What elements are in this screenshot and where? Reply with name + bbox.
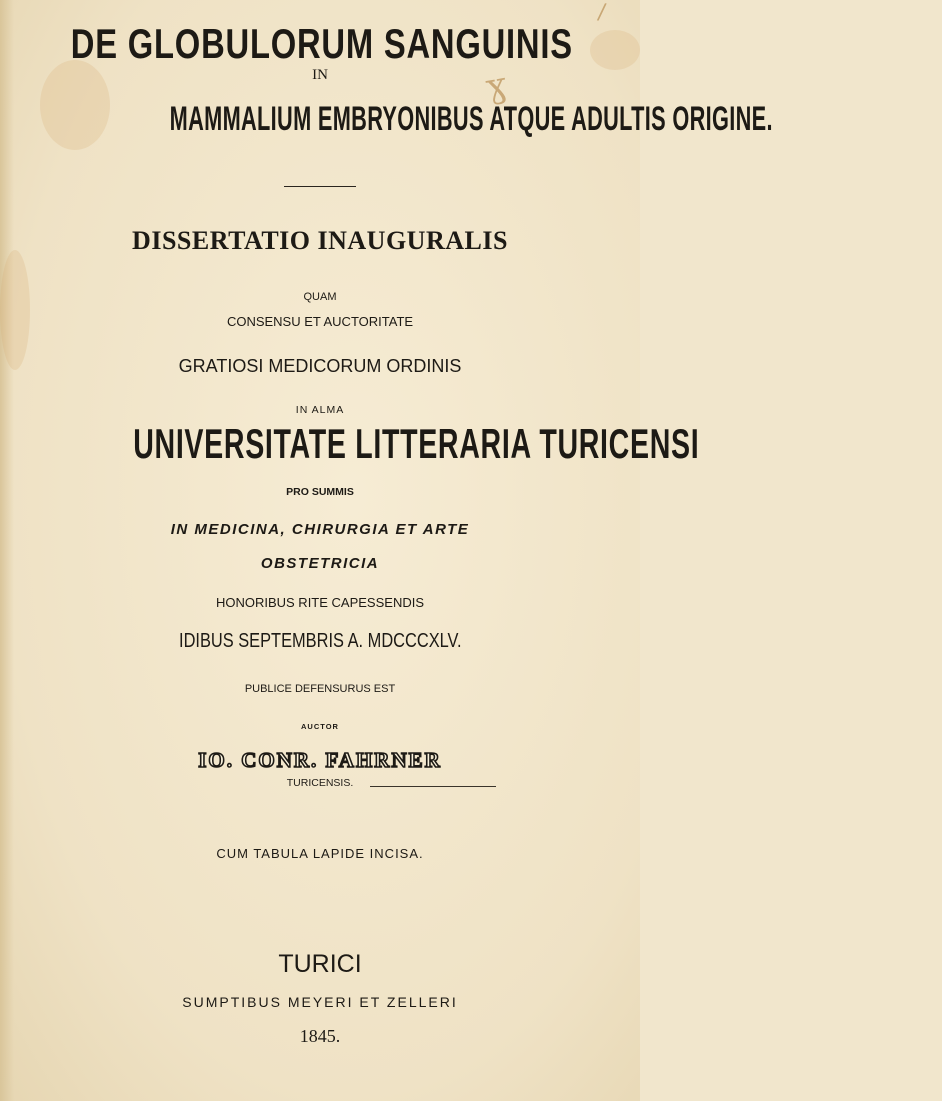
disciplines-text: IN MEDICINA, CHIRURGIA ET ARTE (170, 521, 470, 538)
dissertation-heading: DISSERTATIO INAUGURALIS (132, 226, 508, 255)
author-origin: TURICENSIS. (286, 777, 354, 789)
defense-date: IDIBUS SEPTEMBRIS A. MDCCCXLV. (178, 630, 462, 652)
handwritten-mark-icon: ɣ (482, 64, 510, 108)
faculty-text: GRATIOSI MEDICORUM ORDINIS (178, 356, 462, 376)
honoribus-text: HONORIBUS RITE CAPESSENDIS (215, 595, 425, 610)
obstetricia-text: OBSTETRICIA (260, 555, 380, 572)
title-connector-in: IN (312, 67, 328, 83)
in-alma-text: IN ALMA (295, 404, 345, 416)
divider-rule (284, 186, 356, 187)
title-line-1: DE GLOBULORUM SANGUINIS (70, 20, 573, 67)
paper-stain (0, 250, 30, 370)
flourish-rule (370, 786, 496, 787)
university-name: UNIVERSITATE LITTERARIA TURICENSI (133, 420, 700, 467)
auctor-label: AUCTOR (301, 722, 339, 731)
book-gutter (0, 0, 14, 1101)
quam-text: QUAM (303, 291, 337, 303)
handwritten-mark-icon: / (596, 0, 608, 26)
consensu-text: CONSENSU ET AUCTORITATE (226, 314, 414, 329)
author-name: IO. CONR. FAHRNER (198, 748, 442, 772)
imprint-publisher: SUMPTIBUS MEYERI ET ZELLERI (182, 994, 458, 1010)
plate-note: CUM TABULA LAPIDE INCISA. (216, 846, 424, 861)
publice-text: PUBLICE DEFENSURUS EST (244, 683, 396, 695)
pro-summis-text: PRO SUMMIS (286, 486, 354, 498)
title-line-2: MAMMALIUM EMBRYONIBUS ATQUE ADULTIS ORIGINE. (169, 100, 773, 138)
imprint-city: TURICI (278, 950, 362, 978)
imprint-year: 1845. (299, 1026, 341, 1046)
